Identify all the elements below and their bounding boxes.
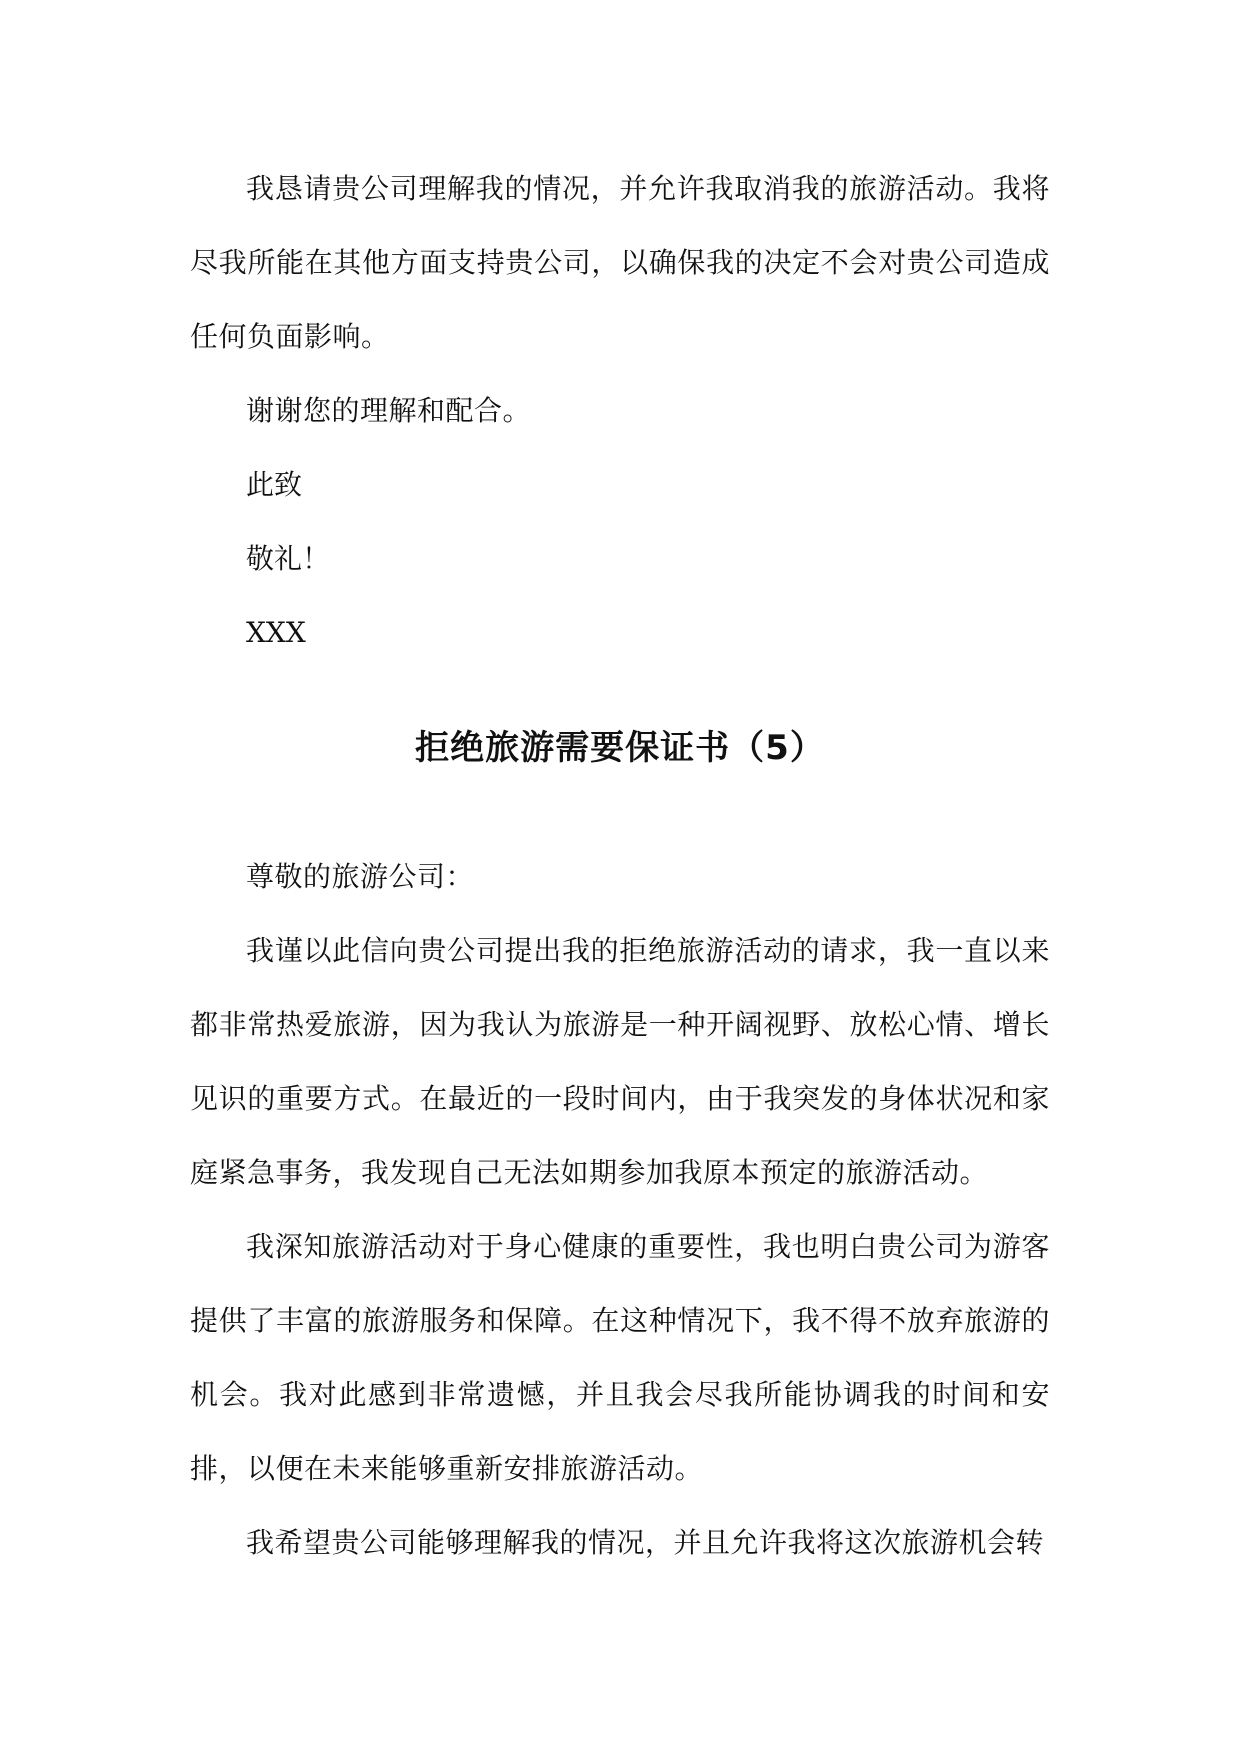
paragraph: 我深知旅游活动对于身心健康的重要性，我也明白贵公司为游客提供了丰富的旅游服务和保障。在这种情况下，我不得不放弃旅游的机会。我对此感到非常遗憾，并且我会尽我所能协调我的时间和安排，以便在未来能够重新安排旅游活动。 (190, 1230, 1050, 1485)
section-title: 拒绝旅游需要保证书（5） (415, 728, 825, 768)
paragraph: 谢谢您的理解和配合。 (246, 394, 532, 427)
paragraph: 我希望贵公司能够理解我的情况，并且允许我将这次旅游机会转 (246, 1526, 1045, 1559)
closing-line: 敬礼！ (246, 542, 331, 575)
document-body (190, 152, 1050, 1580)
salutation: 尊敬的旅游公司： (246, 860, 475, 893)
paragraph: 我谨以此信向贵公司提出我的拒绝旅游活动的请求，我一直以来都非常热爱旅游，因为我认为旅游是一种开阔视野、放松心情、增长见识的重要方式。在最近的一段时间内，由于我突发的身体状况和家庭紧急事务，我发现自己无法如期参加我原本预定的旅游活动。 (190, 934, 1050, 1189)
paragraph: 我恳请贵公司理解我的情况，并允许我取消我的旅游活动。我将尽我所能在其他方面支持贵公司，以确保我的决定不会对贵公司造成任何负面影响。 (190, 172, 1050, 353)
closing-line: 此致 (246, 468, 303, 501)
signature: XXX (246, 616, 306, 649)
